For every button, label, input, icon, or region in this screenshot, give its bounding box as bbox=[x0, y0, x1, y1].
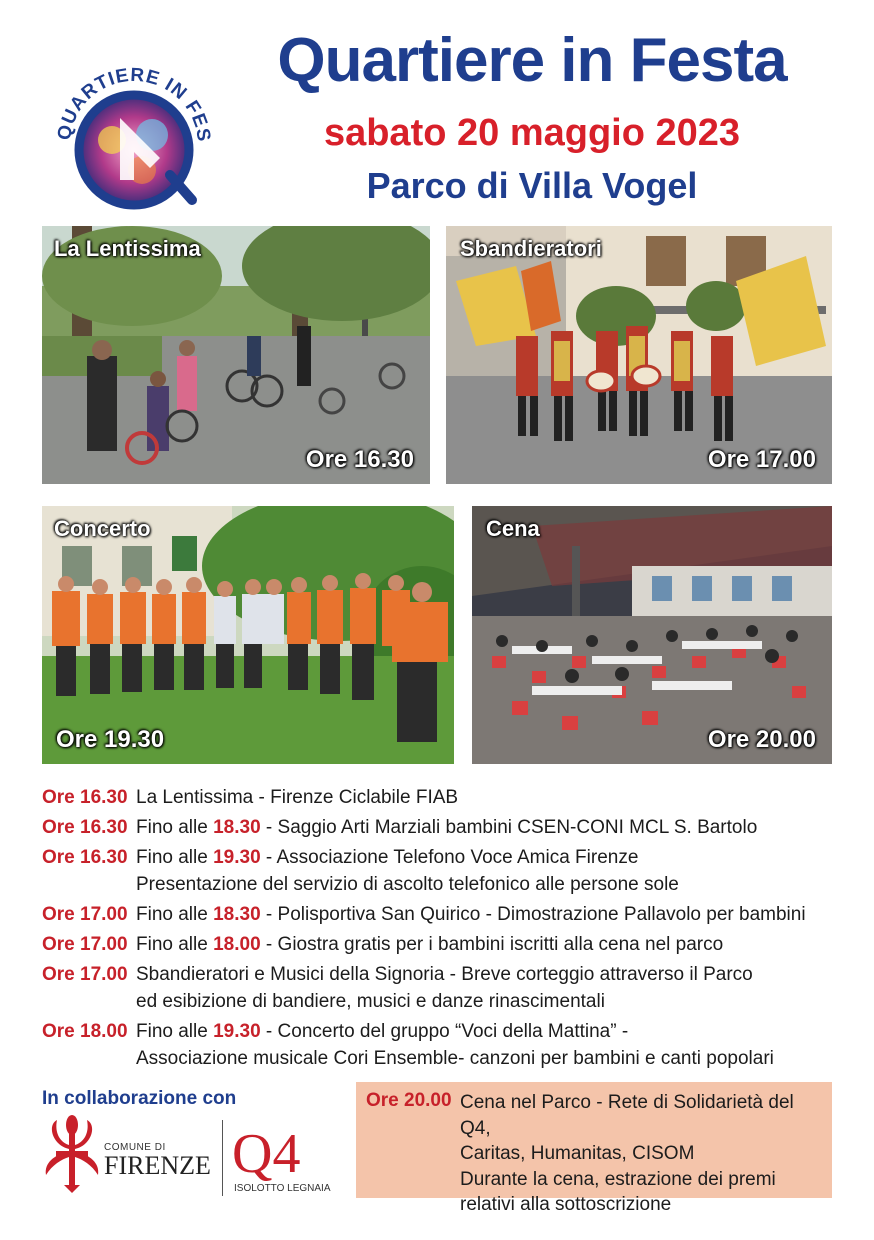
schedule-time: Ore 16.30 bbox=[42, 787, 128, 808]
dinner-line: relativi alla sottoscrizione bbox=[460, 1194, 672, 1215]
photo-caption: Concerto bbox=[54, 516, 151, 541]
page-title: Quartiere in Festa bbox=[277, 26, 787, 95]
schedule-until: 18.30 bbox=[213, 817, 261, 838]
logo-divider bbox=[222, 1120, 223, 1196]
collaboration-label: In collaborazione con bbox=[42, 1088, 237, 1109]
photo-sbandieratori bbox=[446, 226, 832, 484]
schedule-item bbox=[42, 814, 842, 841]
photo-time: Ore 17.00 bbox=[707, 446, 816, 473]
schedule-time: Ore 18.00 bbox=[42, 1021, 128, 1042]
svg-text:Q4: Q4 bbox=[232, 1123, 301, 1184]
florence-lily-icon bbox=[42, 1115, 102, 1195]
schedule-time: Ore 16.30 bbox=[42, 817, 128, 838]
schedule-item bbox=[42, 1018, 842, 1072]
schedule-text: Fino alle bbox=[136, 1021, 214, 1042]
q4-logo bbox=[232, 1120, 342, 1200]
dinner-box bbox=[356, 1082, 832, 1215]
schedule-text: - Associazione Telefono Voce Amica Firenze bbox=[260, 847, 639, 868]
quartiere-in-festa-logo bbox=[42, 40, 222, 215]
comune-label: COMUNE DI bbox=[104, 1142, 166, 1153]
photo-la-lentissima bbox=[42, 226, 430, 484]
schedule-time: Ore 16.30 bbox=[42, 847, 128, 868]
photo-caption: Sbandieratori bbox=[460, 236, 602, 261]
schedule-until: 19.30 bbox=[213, 847, 261, 868]
schedule-text: Fino alle bbox=[136, 934, 214, 955]
comune-name: FIRENZE bbox=[104, 1151, 211, 1180]
schedule-item bbox=[42, 931, 842, 958]
photo-time: Ore 20.00 bbox=[707, 726, 816, 753]
schedule-text: Fino alle bbox=[136, 817, 214, 838]
schedule-until: 18.00 bbox=[213, 934, 261, 955]
photo-concerto bbox=[42, 506, 454, 764]
schedule-text: La Lentissima - Firenze Ciclabile FIAB bbox=[136, 787, 459, 808]
dinner-time: Ore 20.00 bbox=[366, 1090, 452, 1111]
photo-cena bbox=[472, 506, 832, 764]
schedule-text: Fino alle bbox=[136, 847, 214, 868]
schedule-text-line2: ed esibizione di bandiere, musici e danze rinascimentali bbox=[136, 991, 605, 1012]
dinner-line: Cena nel Parco - Rete di Solidarietà del Q4, bbox=[460, 1092, 794, 1139]
svg-text:QUARTIERE IN FESTA: QUARTIERE IN FES bbox=[53, 64, 215, 144]
photo-time: Ore 16.30 bbox=[305, 446, 414, 473]
schedule-item bbox=[42, 901, 842, 928]
event-location: Parco di Villa Vogel bbox=[366, 165, 698, 206]
photo-time: Ore 19.30 bbox=[56, 726, 165, 753]
schedule-time: Ore 17.00 bbox=[42, 964, 128, 985]
schedule-time: Ore 17.00 bbox=[42, 904, 128, 925]
schedule-text-line2: Presentazione del servizio di ascolto telefonico alle persone sole bbox=[136, 874, 679, 895]
schedule-item bbox=[42, 844, 842, 898]
schedule-text: - Concerto del gruppo “Voci della Mattina” - bbox=[260, 1021, 629, 1042]
q4-subtitle: ISOLOTTO LEGNAIA bbox=[234, 1183, 331, 1194]
comune-firenze-logo bbox=[104, 1142, 211, 1179]
schedule-text: - Saggio Arti Marziali bambini CSEN-CONI MCL S. Bartolo bbox=[260, 817, 758, 838]
schedule-until: 19.30 bbox=[213, 1021, 261, 1042]
schedule-text-line2: Associazione musicale Cori Ensemble- canzoni per bambini e canti popolari bbox=[136, 1048, 774, 1069]
schedule-time: Ore 17.00 bbox=[42, 934, 128, 955]
schedule-text: - Giostra gratis per i bambini iscritti alla cena nel parco bbox=[260, 934, 724, 955]
schedule-until: 18.30 bbox=[213, 904, 261, 925]
schedule-item bbox=[42, 784, 842, 811]
schedule-text: Fino alle bbox=[136, 904, 214, 925]
schedule-text: - Polisportiva San Quirico - Dimostrazione Pallavolo per bambini bbox=[260, 904, 806, 925]
dinner-line: Caritas, Humanitas, CISOM bbox=[460, 1143, 695, 1164]
photo-caption: Cena bbox=[486, 516, 540, 541]
dinner-line: Durante la cena, estrazione dei premi bbox=[460, 1168, 776, 1190]
photo-caption: La Lentissima bbox=[54, 236, 201, 261]
event-date: sabato 20 maggio 2023 bbox=[323, 112, 741, 154]
schedule-text: Sbandieratori e Musici della Signoria - Breve corteggio attraverso il Parco bbox=[136, 964, 753, 985]
schedule-list bbox=[42, 784, 842, 1075]
schedule-item bbox=[42, 961, 842, 1015]
dinner-description bbox=[460, 1090, 826, 1218]
